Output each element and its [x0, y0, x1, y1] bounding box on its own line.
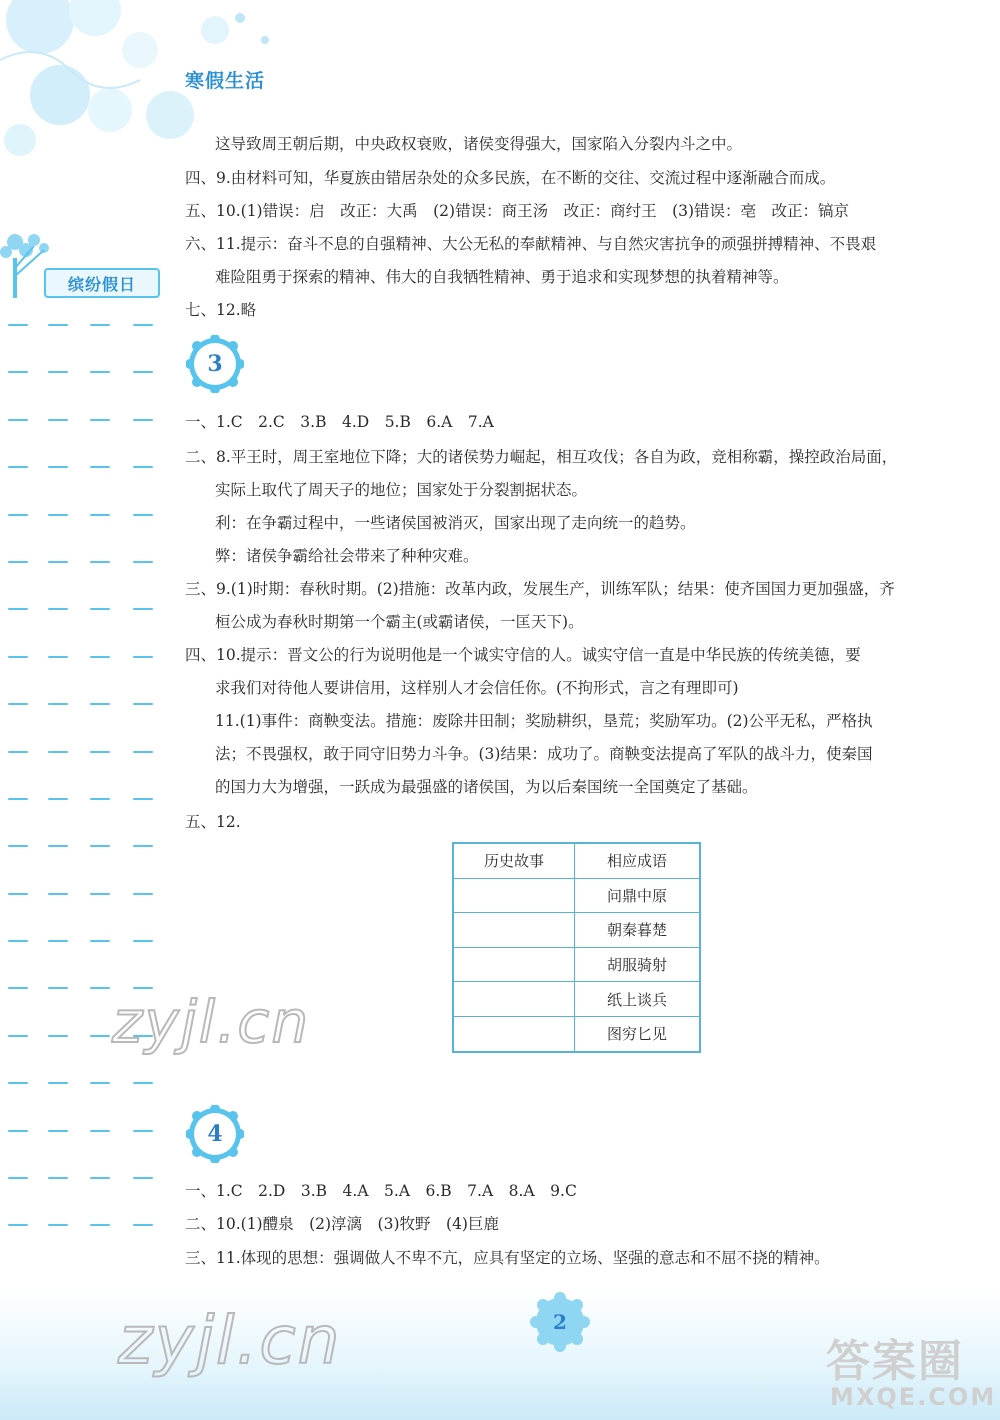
- dash: [8, 1035, 28, 1037]
- text-line: 五、10.(1)错误：启 改正：大禹 (2)错误：商王汤 改正：商纣王 (3)错误：亳 改正：镐京: [185, 202, 850, 220]
- dash: [90, 608, 110, 610]
- dash: [48, 1177, 68, 1179]
- dash: [90, 1082, 110, 1084]
- dash: [133, 940, 153, 942]
- dash: [48, 514, 68, 516]
- text-line: 这导致周王朝后期，中央政权衰败，诸侯变得强大，国家陷入分裂内斗之中。: [215, 135, 743, 153]
- dash: [48, 798, 68, 800]
- dash: [8, 561, 28, 563]
- dash: [48, 1224, 68, 1226]
- table-cell-blank: [453, 913, 575, 948]
- section-badge: [186, 335, 244, 393]
- dash: [48, 751, 68, 753]
- dash-row: [0, 320, 160, 367]
- dash: [8, 987, 28, 989]
- dash: [133, 1130, 153, 1132]
- dash: [8, 514, 28, 516]
- text-line: 一、1.C 2.D 3.B 4.A 5.A 6.B 7.A 8.A 9.C: [185, 1182, 577, 1200]
- dash: [133, 324, 153, 326]
- dash: [90, 561, 110, 563]
- text-line: 四、9.由材料可知，华夏族由错居杂处的众多民族，在不断的交往、交流过程中逐渐融合而成。: [185, 169, 836, 187]
- dash: [8, 703, 28, 705]
- dash-row: [0, 652, 160, 699]
- table-cell: 图穷匕见: [575, 1016, 701, 1051]
- table-cell-blank: [453, 947, 575, 982]
- dash-row: [0, 415, 160, 462]
- margin-dash-lines: [0, 320, 160, 1268]
- dash: [133, 751, 153, 753]
- dash: [8, 1130, 28, 1132]
- table-cell: 问鼎中原: [575, 878, 701, 913]
- dash: [48, 940, 68, 942]
- dash: [90, 751, 110, 753]
- dash: [48, 466, 68, 468]
- dash: [48, 656, 68, 658]
- dash: [8, 751, 28, 753]
- dash-row: [0, 794, 160, 841]
- table-cell-blank: [453, 878, 575, 913]
- table-cell-blank: [453, 1016, 575, 1051]
- dash: [90, 1035, 110, 1037]
- dash: [90, 703, 110, 705]
- text-line: 一、1.C 2.C 3.B 4.D 5.B 6.A 7.A: [185, 413, 494, 431]
- dash-row: [0, 557, 160, 604]
- dash: [48, 1082, 68, 1084]
- table-header-cell: 相应成语: [575, 843, 701, 878]
- dash: [8, 940, 28, 942]
- section-number: 4: [207, 1121, 223, 1147]
- dash: [8, 893, 28, 895]
- dash: [90, 514, 110, 516]
- table-row: [453, 1016, 700, 1051]
- text-line: 二、10.(1)醴泉 (2)淳漓 (3)牧野 (4)巨鹿: [185, 1215, 499, 1233]
- dash: [8, 656, 28, 658]
- table-row: [453, 982, 700, 1017]
- dash-row: [0, 367, 160, 414]
- dash-row: [0, 936, 160, 983]
- dash: [90, 798, 110, 800]
- dash: [48, 1035, 68, 1037]
- dash: [90, 940, 110, 942]
- text-line: 六、11.提示：奋斗不息的自强精神、大公无私的奉献精神、与自然灾害抗争的顽强拼搏精神、不畏艰: [185, 235, 877, 253]
- table-row: [453, 947, 700, 982]
- text-line: 二、8.平王时，周王室地位下降；大的诸侯势力崛起，相互攻伐；各自为政，竞相称霸，操控政治局面，: [185, 448, 898, 466]
- logo-domain: MXQE.COM: [830, 1383, 997, 1411]
- text-line: 法；不畏强权，敢于同守旧势力斗争。(3)结果：成功了。商鞅变法提高了军队的战斗力，使秦国: [215, 745, 873, 763]
- dash: [48, 987, 68, 989]
- dash: [8, 371, 28, 373]
- text-line: 三、9.(1)时期：春秋时期。(2)措施：改革内政，发展生产，训练军队；结果：使齐国国力更加强盛，齐: [185, 580, 895, 598]
- text-line: 桓公成为春秋时期第一个霸主(或霸诸侯，一匡天下)。: [215, 613, 584, 631]
- table-header-cell: 历史故事: [453, 843, 575, 878]
- dash: [8, 798, 28, 800]
- dash-row: [0, 510, 160, 557]
- dash: [8, 608, 28, 610]
- dash-row: [0, 462, 160, 509]
- dash: [90, 466, 110, 468]
- dash: [90, 324, 110, 326]
- dash: [8, 845, 28, 847]
- dash: [133, 798, 153, 800]
- dash: [48, 703, 68, 705]
- dash: [48, 561, 68, 563]
- page-number: 2: [553, 1310, 567, 1334]
- text-line: 七、12.略: [185, 301, 257, 319]
- dash: [8, 466, 28, 468]
- dash: [8, 324, 28, 326]
- table-row: [453, 878, 700, 913]
- table-header-row: [453, 843, 700, 878]
- dash: [133, 419, 153, 421]
- dash: [48, 1130, 68, 1132]
- section-number: 3: [207, 351, 223, 377]
- text-line: 利：在争霸过程中，一些诸侯国被消灭，国家出现了走向统一的趋势。: [215, 514, 696, 532]
- text-line: 的国力大为增强，一跃成为最强盛的诸侯国，为以后秦国统一全国奠定了基础。: [215, 778, 758, 796]
- dash: [48, 845, 68, 847]
- dash: [8, 1224, 28, 1226]
- table-row: [453, 913, 700, 948]
- dash: [48, 371, 68, 373]
- dash: [133, 656, 153, 658]
- dash-row: [0, 1078, 160, 1125]
- logo-text: 答案圈: [826, 1336, 964, 1387]
- text-line: 11.(1)事件：商鞅变法。措施：废除井田制；奖励耕织，垦荒；奖励军功。(2)公平无私，严格执: [215, 712, 873, 730]
- table-cell: 朝秦暮楚: [575, 913, 701, 948]
- dash-row: [0, 1173, 160, 1220]
- header-title: 寒假生活: [185, 70, 266, 92]
- dash: [90, 656, 110, 658]
- site-watermark: zyjl.cn: [118, 1302, 342, 1379]
- answer-logo-watermark: [820, 1325, 997, 1415]
- text-line: 四、10.提示：晋文公的行为说明他是一个诚实守信的人。诚实守信一直是中华民族的传统美德，要: [185, 646, 861, 664]
- dash-row: [0, 841, 160, 888]
- dash: [90, 845, 110, 847]
- dash-row: [0, 604, 160, 651]
- dash: [8, 1082, 28, 1084]
- dash-row: [0, 747, 160, 794]
- dash: [133, 1224, 153, 1226]
- dash: [133, 608, 153, 610]
- dash: [90, 893, 110, 895]
- dash: [8, 419, 28, 421]
- dash: [133, 1082, 153, 1084]
- dash: [8, 1177, 28, 1179]
- table-cell: 纸上谈兵: [575, 982, 701, 1017]
- sidebar-label: 缤纷假日: [44, 268, 160, 298]
- dash: [48, 324, 68, 326]
- site-watermark: zyjl.cn: [112, 988, 311, 1056]
- dash: [133, 466, 153, 468]
- text-line: 实际上取代了周天子的地位；国家处于分裂割据状态。: [215, 481, 588, 499]
- dash: [90, 987, 110, 989]
- dash-row: [0, 699, 160, 746]
- dash: [133, 371, 153, 373]
- dash-row: [0, 889, 160, 936]
- dash: [133, 514, 153, 516]
- dash: [48, 608, 68, 610]
- text-line: 难险阻勇于探索的精神、伟大的自我牺牲精神、勇于追求和实现梦想的执着精神等。: [215, 268, 789, 286]
- dash: [133, 561, 153, 563]
- dash: [133, 1177, 153, 1179]
- table-cell-blank: [453, 982, 575, 1017]
- table-cell: 胡服骑射: [575, 947, 701, 982]
- dash: [133, 893, 153, 895]
- dash: [133, 845, 153, 847]
- dash: [90, 419, 110, 421]
- text-line: 求我们对待他人要讲信用，这样别人才会信任你。(不拘形式，言之有理即可): [215, 679, 739, 697]
- dash-row: [0, 1220, 160, 1267]
- dash: [90, 1224, 110, 1226]
- dash: [48, 419, 68, 421]
- idiom-table: [452, 842, 701, 1053]
- dash: [90, 371, 110, 373]
- dash-row: [0, 1126, 160, 1173]
- section-badge: [186, 1105, 244, 1163]
- dash: [90, 1177, 110, 1179]
- dash: [90, 1130, 110, 1132]
- dash: [133, 703, 153, 705]
- text-line: 三、11.体现的思想：强调做人不卑不亢，应具有坚定的立场、坚强的意志和不屈不挠的精神。: [185, 1249, 830, 1267]
- text-line: 五、12.: [185, 813, 241, 831]
- page-number-badge: [528, 1290, 592, 1354]
- dash: [48, 893, 68, 895]
- text-line: 弊：诸侯争霸给社会带来了种种灾难。: [215, 547, 479, 565]
